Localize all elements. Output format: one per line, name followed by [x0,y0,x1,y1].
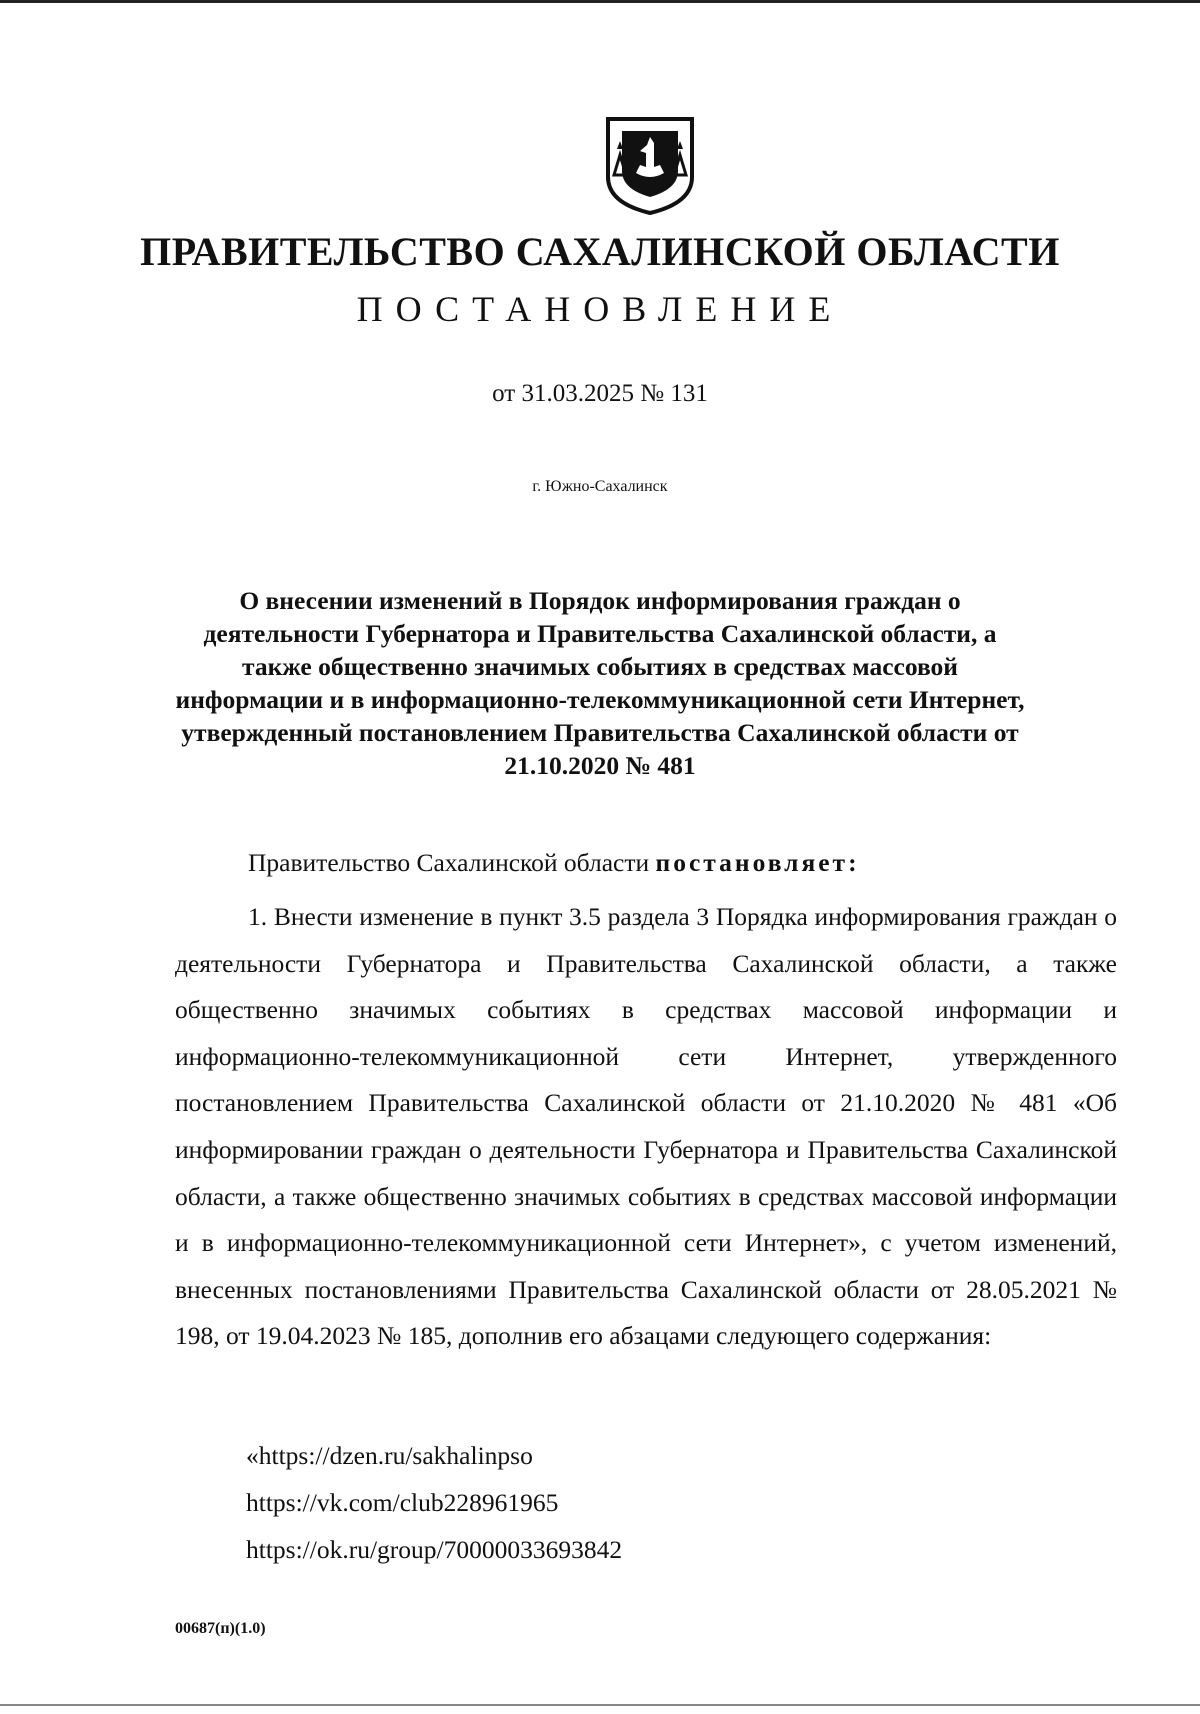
intro-text: Правительство Сахалинской области [248,848,656,877]
links-list [246,1432,622,1573]
link-dzen: «https://dzen.ru/sakhalinpso [246,1441,533,1470]
document-type: ПОСТАНОВЛЕНИЕ [356,289,844,329]
paragraph-1: 1. Внести изменение в пункт 3.5 раздела 3 Порядка информирования граждан о деятельности Губернатора и Правительства Сахалинской области, а также общественно значимых событиях в средствах массовой информации и информационно-телекоммуникационной сети Интернет, утвержденного постановлением Правительства Сахалинской области от 21.10.2020 № 481 «Об информировании граждан о деятельности Губернатора и Правительства Сахалинской области, а также общественно значимых событиях в средствах массовой информации и в информационно-телекоммуникационной сети Интернет», с учетом изменений, внесенных постановлениями Правительства Сахалинской области от 28.05.2021 № 198, от 19.04.2023 № 185, дополнив его абзацами следующего содержания: [175,902,1117,1351]
document-city: г. Южно-Сахалинск [532,478,668,495]
resolution-intro [248,848,860,878]
intro-emphasis: постановляет: [655,848,860,877]
page-bottom-edge [0,1704,1200,1706]
form-code: 00687(п)(1.0) [175,1620,266,1637]
document-heading: О внесении изменений в Порядок информирования граждан о деятельности Губернатора и Правительства Сахалинской области, а также общественно значимых событиях в средствах массовой информации и в информационно-телекоммуникационной сети Интернет, утвержденный постановлением Правительства Сахалинской области от 21.10.2020 № 481 [175,586,1025,780]
link-ok: https://ok.ru/group/70000033693842 [246,1535,623,1564]
coat-of-arms-icon [600,115,700,215]
link-vk: https://vk.com/club228961965 [246,1488,559,1517]
page-top-edge [0,0,1200,3]
organization-title: ПРАВИТЕЛЬСТВО САХАЛИНСКОЙ ОБЛАСТИ [140,229,1060,274]
document-date-number: от 31.03.2025 № 131 [492,380,708,407]
